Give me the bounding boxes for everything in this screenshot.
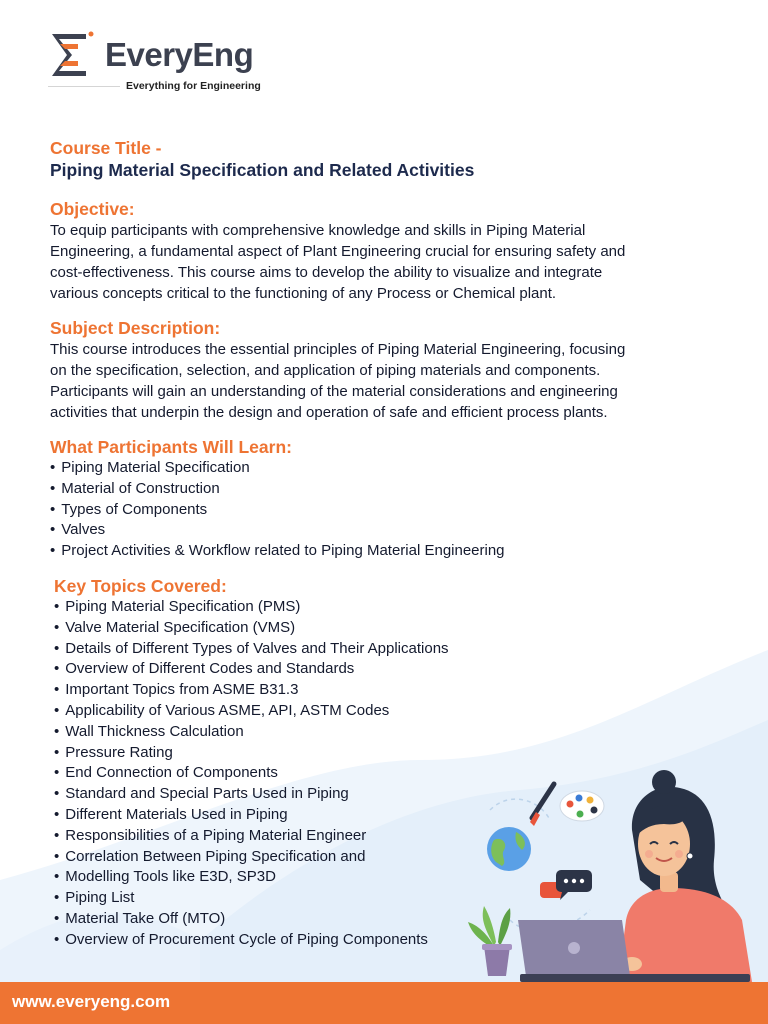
list-item: • Valve Material Specification (VMS)	[54, 618, 730, 639]
objective-line: various concepts critical to the functioning of any Process or Chemical plant.	[50, 285, 557, 302]
topics-list	[54, 597, 730, 951]
list-item: • Correlation Between Piping Specification and	[54, 847, 730, 868]
list-item: • Types of Components	[50, 500, 730, 521]
objective-line: cost-effectiveness. This course aims to develop the ability to visualize and integrate	[50, 264, 603, 281]
subject-line: Participants will gain an understanding of the material considerations and engineering	[50, 383, 618, 400]
learn-heading: What Participants Will Learn:	[50, 437, 292, 457]
list-item: • End Connection of Components	[54, 763, 730, 784]
key-topics-section	[54, 576, 730, 951]
learn-list	[50, 458, 730, 562]
list-item: • Modelling Tools like E3D, SP3D	[54, 867, 730, 888]
list-item: • Standard and Special Parts Used in Piping	[54, 784, 730, 805]
list-item: • Overview of Procurement Cycle of Piping Components	[54, 930, 730, 951]
list-item: • Details of Different Types of Valves and Their Applications	[54, 639, 730, 660]
list-item: • Pressure Rating	[54, 743, 730, 764]
list-item: • Wall Thickness Calculation	[54, 722, 730, 743]
course-content	[50, 138, 730, 951]
course-title: Piping Material Specification and Related Activities	[50, 160, 475, 180]
website-link[interactable]: www.everyeng.com	[12, 992, 171, 1011]
list-item: • Different Materials Used in Piping	[54, 805, 730, 826]
list-item: • Piping Material Specification (PMS)	[54, 597, 730, 618]
footer-bar	[0, 982, 768, 1024]
subject-line: on the specification, selection, and application of piping materials and components.	[50, 362, 601, 379]
list-item: • Overview of Different Codes and Standards	[54, 659, 730, 680]
subject-line: This course introduces the essential principles of Piping Material Engineering, focusing	[50, 341, 626, 358]
list-item: • Piping List	[54, 888, 730, 909]
list-item: • Material of Construction	[50, 479, 730, 500]
topics-heading: Key Topics Covered:	[54, 575, 227, 596]
course-title-label: Course Title -	[50, 138, 162, 158]
objective-section	[50, 199, 730, 304]
brand-name: EveryEng	[105, 36, 254, 73]
list-item: • Applicability of Various ASME, API, ASTM Codes	[54, 701, 730, 722]
subject-heading: Subject Description:	[50, 318, 221, 338]
subject-description-section	[50, 318, 730, 423]
list-item: • Material Take Off (MTO)	[54, 909, 730, 930]
objective-line: Engineering, a fundamental aspect of Plant Engineering crucial for ensuring safety and	[50, 243, 626, 260]
learn-section	[50, 437, 730, 562]
list-item: • Responsibilities of a Piping Material Engineer	[54, 826, 730, 847]
list-item: • Project Activities & Workflow related to Piping Material Engineering	[50, 541, 730, 562]
list-item: • Valves	[50, 520, 730, 541]
list-item: • Important Topics from ASME B31.3	[54, 680, 730, 701]
brand-tagline: Everything for Engineering	[126, 80, 261, 92]
subject-line: activities that underpin the design and operation of safe and efficient process plants.	[50, 404, 608, 421]
logo-divider	[48, 86, 120, 87]
everyeng-logo-icon	[48, 30, 96, 80]
list-item: • Piping Material Specification	[50, 458, 730, 479]
objective-line: To equip participants with comprehensive knowledge and skills in Piping Material	[50, 222, 586, 239]
objective-heading: Objective:	[50, 199, 135, 219]
course-title-section	[50, 138, 730, 181]
